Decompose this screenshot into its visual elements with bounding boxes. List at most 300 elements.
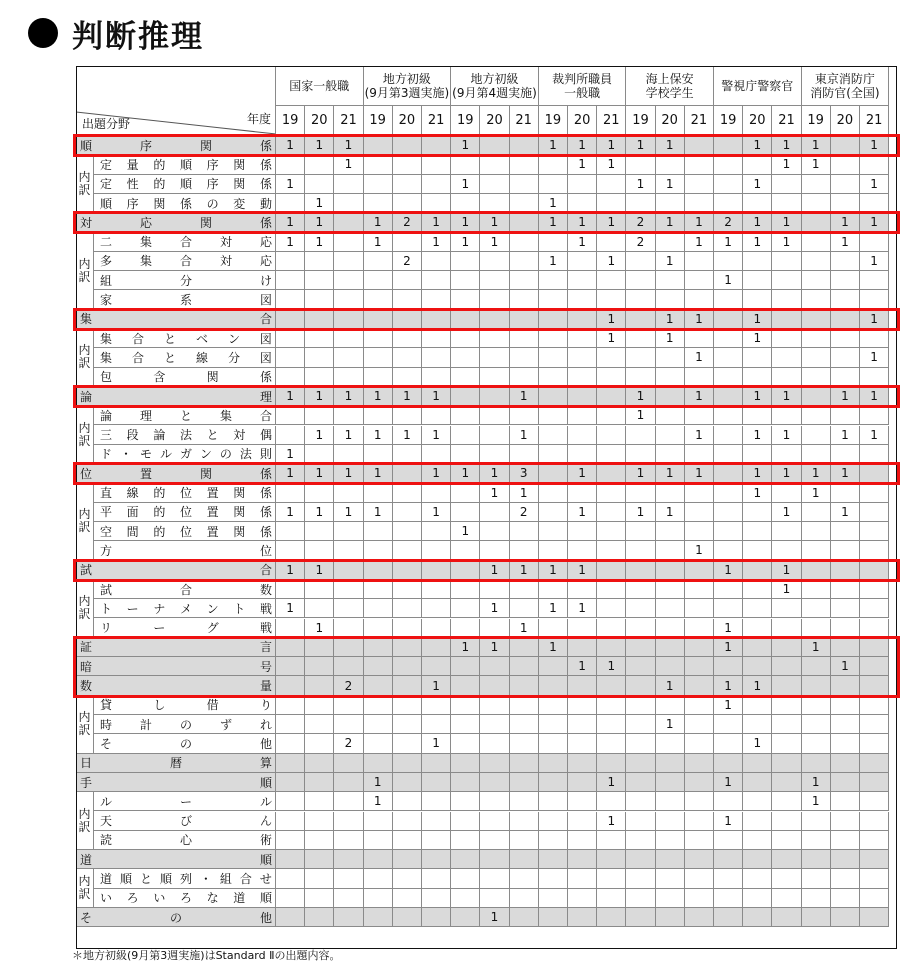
table-cell — [364, 908, 393, 927]
row-label — [94, 541, 276, 560]
uchiwake-label: 内 訳 — [76, 155, 94, 213]
table-cell — [364, 194, 393, 213]
table-cell — [802, 252, 831, 271]
table-cell — [714, 580, 743, 599]
table-cell — [422, 194, 451, 213]
table-cell — [364, 754, 393, 773]
table-cell — [656, 696, 685, 715]
table-cell — [510, 252, 539, 271]
table-cell — [510, 580, 539, 599]
table-cell — [714, 850, 743, 869]
table-cell — [626, 831, 655, 850]
table-cell — [568, 175, 597, 194]
table-cell — [422, 522, 451, 541]
table-cell: 1 — [860, 387, 889, 406]
table-cell — [364, 445, 393, 464]
table-cell — [685, 483, 714, 502]
table-cell — [831, 310, 860, 329]
table-cell — [276, 676, 305, 695]
table-cell — [364, 522, 393, 541]
table-cell — [276, 638, 305, 657]
row-label-text: 読 心 術 — [100, 833, 272, 848]
table-cell: 1 — [334, 426, 363, 445]
table-cell — [831, 599, 860, 618]
table-cell — [714, 503, 743, 522]
table-cell — [743, 155, 772, 174]
exam-group-header — [714, 66, 802, 106]
row-label — [94, 290, 276, 309]
table-cell: 1 — [451, 638, 480, 657]
table-cell — [714, 908, 743, 927]
table-cell — [510, 754, 539, 773]
table-cell — [568, 908, 597, 927]
table-cell — [802, 233, 831, 252]
table-cell — [422, 908, 451, 927]
table-cell — [451, 773, 480, 792]
table-cell — [334, 175, 363, 194]
table-cell — [860, 657, 889, 676]
table-cell — [305, 773, 334, 792]
table-cell — [539, 657, 568, 676]
table-cell — [393, 503, 422, 522]
year-label: 年度 — [246, 112, 271, 126]
table-cell — [568, 773, 597, 792]
table-cell — [480, 522, 509, 541]
table-cell — [334, 445, 363, 464]
table-cell — [364, 271, 393, 290]
table-cell — [305, 406, 334, 425]
table-cell — [772, 889, 801, 908]
table-cell — [568, 426, 597, 445]
table-cell: 1 — [597, 329, 626, 348]
table-cell — [626, 426, 655, 445]
table-cell — [802, 889, 831, 908]
table-cell — [860, 715, 889, 734]
table-cell — [743, 348, 772, 367]
table-cell — [626, 483, 655, 502]
table-cell — [597, 426, 626, 445]
table-cell — [305, 310, 334, 329]
table-cell — [334, 619, 363, 638]
table-cell — [772, 773, 801, 792]
row-label-text: 手 順 — [80, 775, 272, 790]
table-cell — [597, 445, 626, 464]
table-cell: 1 — [597, 773, 626, 792]
table-cell — [305, 522, 334, 541]
table-cell: 1 — [276, 136, 305, 155]
table-cell — [568, 387, 597, 406]
table-cell — [656, 483, 685, 502]
table-cell — [597, 676, 626, 695]
table-cell — [802, 754, 831, 773]
table-cell — [451, 426, 480, 445]
table-cell — [451, 310, 480, 329]
table-cell — [393, 561, 422, 580]
table-cell: 1 — [568, 503, 597, 522]
table-cell: 1 — [714, 233, 743, 252]
table-cell — [364, 310, 393, 329]
table-cell — [539, 233, 568, 252]
table-cell — [276, 252, 305, 271]
table-cell — [480, 368, 509, 387]
table-cell — [334, 194, 363, 213]
table-cell: 1 — [860, 252, 889, 271]
table-cell — [743, 696, 772, 715]
table-cell: 1 — [276, 233, 305, 252]
table-cell — [714, 136, 743, 155]
table-cell — [276, 889, 305, 908]
table-cell — [568, 889, 597, 908]
table-cell: 1 — [831, 426, 860, 445]
table-cell: 1 — [772, 464, 801, 483]
table-cell — [772, 812, 801, 831]
table-cell — [772, 792, 801, 811]
table-cell — [802, 329, 831, 348]
table-cell: 1 — [364, 233, 393, 252]
table-cell — [685, 734, 714, 753]
table-cell: 1 — [714, 619, 743, 638]
table-cell: 1 — [860, 426, 889, 445]
exam-group-line: (9月第4週実施) — [452, 85, 537, 100]
table-cell: 1 — [451, 175, 480, 194]
table-cell — [305, 155, 334, 174]
table-cell — [510, 310, 539, 329]
table-cell: 1 — [451, 233, 480, 252]
table-cell — [802, 831, 831, 850]
table-cell — [276, 773, 305, 792]
table-cell — [656, 657, 685, 676]
table-cell — [831, 676, 860, 695]
table-cell — [364, 561, 393, 580]
table-cell: 1 — [305, 213, 334, 232]
table-cell — [276, 869, 305, 888]
table-cell: 1 — [364, 464, 393, 483]
table-cell: 1 — [597, 310, 626, 329]
table-cell — [334, 213, 363, 232]
table-cell — [656, 638, 685, 657]
table-cell — [714, 754, 743, 773]
table-cell — [334, 252, 363, 271]
table-cell — [802, 426, 831, 445]
table-cell: 1 — [480, 483, 509, 502]
table-cell — [422, 657, 451, 676]
table-cell — [831, 619, 860, 638]
table-cell — [772, 831, 801, 850]
table-cell — [364, 889, 393, 908]
table-cell — [393, 599, 422, 618]
table-cell — [539, 715, 568, 734]
table-cell — [772, 541, 801, 560]
table-cell — [451, 869, 480, 888]
table-cell — [393, 715, 422, 734]
table-cell — [685, 406, 714, 425]
exam-group-line: 一般職 — [564, 85, 601, 100]
table-cell — [772, 271, 801, 290]
table-cell — [393, 136, 422, 155]
page-title — [28, 8, 204, 58]
table-cell — [568, 290, 597, 309]
table-cell — [305, 252, 334, 271]
table-cell — [685, 792, 714, 811]
table-cell: 1 — [510, 561, 539, 580]
table-cell — [656, 522, 685, 541]
table-cell — [480, 348, 509, 367]
table-cell: 1 — [539, 638, 568, 657]
table-cell — [860, 812, 889, 831]
table-cell: 1 — [364, 387, 393, 406]
table-cell — [393, 406, 422, 425]
table-cell — [480, 503, 509, 522]
table-cell: 1 — [802, 464, 831, 483]
row-label — [76, 213, 276, 232]
table-cell — [743, 908, 772, 927]
page-title-text: 判断推理 — [72, 18, 204, 55]
table-cell — [685, 831, 714, 850]
table-cell — [831, 348, 860, 367]
table-cell — [772, 715, 801, 734]
table-cell — [597, 580, 626, 599]
table-cell — [510, 773, 539, 792]
table-cell — [539, 175, 568, 194]
uchiwake-label: 内 訳 — [76, 406, 94, 464]
table-cell: 1 — [656, 213, 685, 232]
table-cell — [451, 329, 480, 348]
table-cell: 1 — [305, 426, 334, 445]
table-cell: 1 — [422, 734, 451, 753]
table-cell: 1 — [364, 213, 393, 232]
table-cell — [422, 136, 451, 155]
table-cell — [597, 599, 626, 618]
table-cell: 1 — [714, 561, 743, 580]
exam-frequency-table — [76, 66, 897, 949]
table-cell — [276, 908, 305, 927]
table-cell — [656, 368, 685, 387]
table-cell — [568, 310, 597, 329]
table-cell: 1 — [422, 426, 451, 445]
table-cell — [626, 792, 655, 811]
table-cell — [831, 541, 860, 560]
table-cell — [772, 406, 801, 425]
table-cell — [422, 580, 451, 599]
table-cell — [305, 483, 334, 502]
table-cell — [626, 812, 655, 831]
table-cell — [656, 734, 685, 753]
table-cell — [568, 676, 597, 695]
year-header: 19 — [626, 106, 655, 136]
table-cell — [597, 715, 626, 734]
table-cell — [597, 406, 626, 425]
table-cell — [626, 329, 655, 348]
table-cell — [743, 599, 772, 618]
table-cell — [276, 580, 305, 599]
table-cell — [480, 869, 509, 888]
table-cell — [334, 599, 363, 618]
table-cell — [510, 850, 539, 869]
table-cell — [831, 792, 860, 811]
table-cell — [393, 194, 422, 213]
exam-group-line: 地方初級 — [382, 71, 431, 86]
table-cell — [539, 522, 568, 541]
table-cell — [860, 406, 889, 425]
table-cell — [568, 406, 597, 425]
table-cell — [422, 889, 451, 908]
table-cell — [539, 792, 568, 811]
table-cell — [568, 734, 597, 753]
table-cell: 1 — [305, 619, 334, 638]
table-cell — [802, 175, 831, 194]
row-label — [94, 175, 276, 194]
table-cell: 3 — [510, 464, 539, 483]
table-cell — [656, 194, 685, 213]
table-cell — [685, 869, 714, 888]
table-cell — [393, 483, 422, 502]
table-cell — [685, 619, 714, 638]
table-cell — [480, 175, 509, 194]
table-cell — [480, 541, 509, 560]
table-cell: 1 — [568, 136, 597, 155]
row-label-text: そ の 他 — [80, 910, 272, 925]
table-cell — [597, 464, 626, 483]
year-header: 20 — [743, 106, 772, 136]
table-cell — [714, 445, 743, 464]
row-label-text: 空 間 的 位 置 関 係 — [100, 524, 272, 539]
table-cell — [276, 426, 305, 445]
table-cell — [685, 908, 714, 927]
table-cell — [334, 773, 363, 792]
table-cell — [802, 580, 831, 599]
table-cell — [393, 754, 422, 773]
table-cell — [802, 213, 831, 232]
table-cell — [860, 831, 889, 850]
table-cell — [597, 619, 626, 638]
table-cell — [364, 483, 393, 502]
table-cell — [539, 310, 568, 329]
table-cell — [305, 696, 334, 715]
table-cell — [656, 580, 685, 599]
table-cell: 1 — [743, 464, 772, 483]
table-cell — [802, 696, 831, 715]
table-cell: 1 — [451, 522, 480, 541]
table-cell: 1 — [422, 387, 451, 406]
footnote: ＊地方初級(9月第3週実施)はStandard Ⅱの出題内容。 — [72, 949, 341, 962]
table-cell — [480, 194, 509, 213]
table-cell: 1 — [860, 213, 889, 232]
row-label — [76, 387, 276, 406]
table-cell — [802, 869, 831, 888]
table-cell — [685, 522, 714, 541]
table-cell — [393, 908, 422, 927]
table-cell — [305, 657, 334, 676]
row-label — [76, 754, 276, 773]
table-cell — [422, 483, 451, 502]
table-cell — [451, 754, 480, 773]
table-cell: 1 — [539, 194, 568, 213]
table-cell — [656, 619, 685, 638]
table-cell — [802, 503, 831, 522]
table-cell — [831, 406, 860, 425]
table-cell — [714, 348, 743, 367]
exam-group-line: 警視庁警察官 — [721, 78, 794, 93]
table-cell — [305, 792, 334, 811]
table-cell: 1 — [860, 310, 889, 329]
row-label — [94, 696, 276, 715]
table-cell — [743, 271, 772, 290]
table-cell — [860, 194, 889, 213]
table-cell — [451, 792, 480, 811]
table-cell — [831, 638, 860, 657]
table-cell — [626, 773, 655, 792]
table-cell — [451, 290, 480, 309]
table-cell — [510, 213, 539, 232]
table-cell — [510, 155, 539, 174]
table-cell: 1 — [772, 233, 801, 252]
year-header: 19 — [276, 106, 305, 136]
table-cell: 1 — [685, 233, 714, 252]
table-cell — [539, 773, 568, 792]
table-cell: 1 — [510, 426, 539, 445]
table-cell: 1 — [685, 348, 714, 367]
table-cell — [714, 368, 743, 387]
row-label-text: 時 計 の ず れ — [100, 717, 272, 732]
table-cell — [860, 541, 889, 560]
table-cell — [364, 850, 393, 869]
row-label — [94, 406, 276, 425]
table-cell — [685, 503, 714, 522]
table-cell — [393, 310, 422, 329]
table-cell — [714, 252, 743, 271]
table-cell — [743, 368, 772, 387]
table-cell — [831, 329, 860, 348]
table-cell — [539, 676, 568, 695]
table-cell — [831, 831, 860, 850]
table-cell: 1 — [364, 773, 393, 792]
row-label — [94, 599, 276, 618]
table-cell: 1 — [364, 792, 393, 811]
table-cell — [334, 233, 363, 252]
table-cell — [568, 271, 597, 290]
table-cell — [831, 850, 860, 869]
table-cell: 1 — [714, 696, 743, 715]
table-cell — [422, 175, 451, 194]
table-cell: 1 — [276, 445, 305, 464]
table-cell: 1 — [451, 136, 480, 155]
uchiwake-label: 内 訳 — [76, 792, 94, 850]
table-cell — [510, 368, 539, 387]
table-cell — [510, 599, 539, 618]
table-cell — [831, 696, 860, 715]
table-cell — [597, 522, 626, 541]
table-cell — [743, 657, 772, 676]
row-label — [94, 271, 276, 290]
row-label — [76, 561, 276, 580]
year-header: 21 — [510, 106, 539, 136]
table-cell — [364, 155, 393, 174]
table-cell — [831, 194, 860, 213]
table-cell — [510, 233, 539, 252]
table-cell: 1 — [685, 213, 714, 232]
row-label-text: 道 順 と 順 列 ・ 組 合 せ — [100, 872, 272, 887]
row-label — [76, 464, 276, 483]
table-cell: 1 — [685, 464, 714, 483]
table-cell: 2 — [510, 503, 539, 522]
row-label — [76, 908, 276, 927]
table-cell — [334, 406, 363, 425]
table-cell — [393, 889, 422, 908]
table-cell — [364, 368, 393, 387]
table-cell — [685, 696, 714, 715]
table-cell — [510, 271, 539, 290]
table-cell — [510, 348, 539, 367]
